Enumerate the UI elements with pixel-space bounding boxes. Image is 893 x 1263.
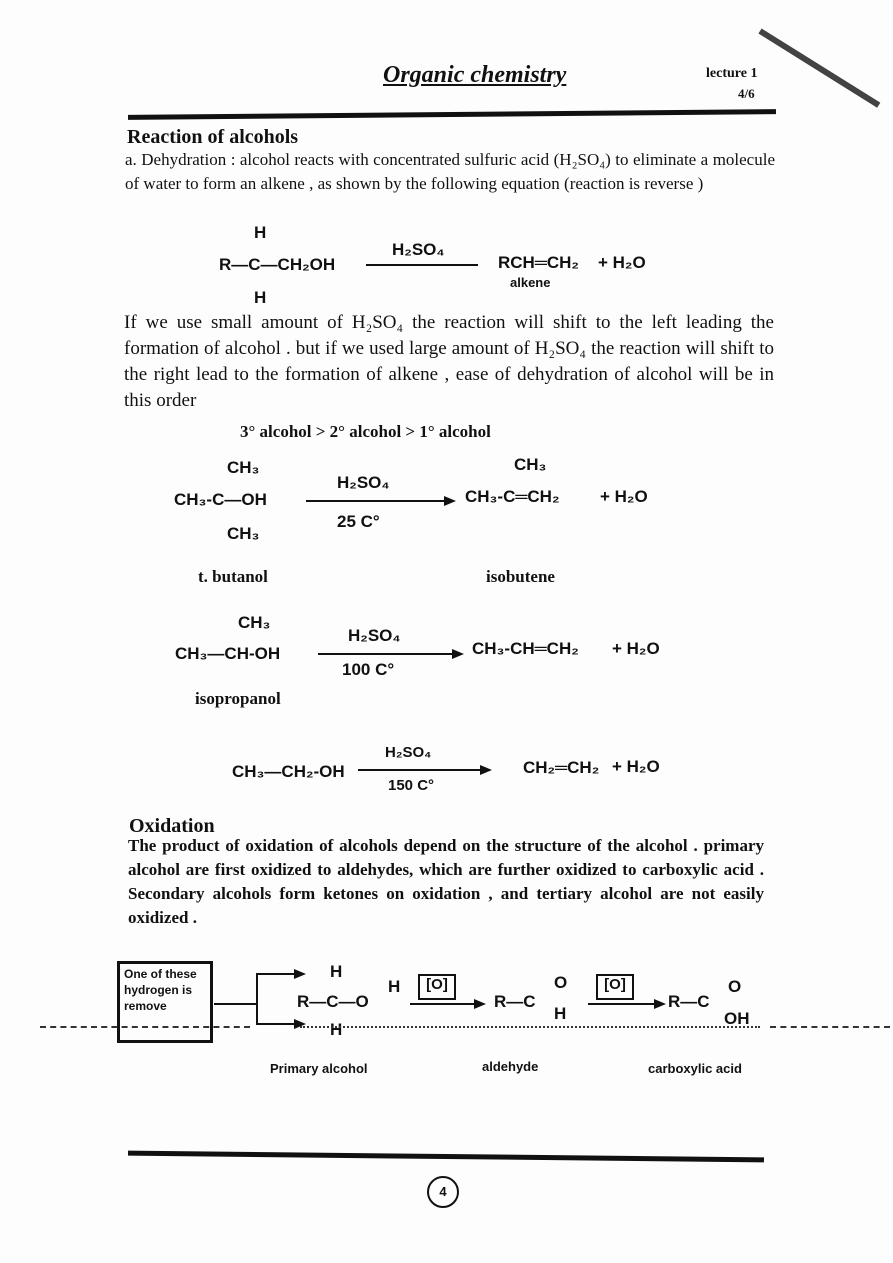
eq2-arrowhead: [444, 496, 456, 506]
page-number: 4: [427, 1176, 459, 1208]
primary-h-bottom: H: [330, 1020, 343, 1039]
eq1-water: + H₂O: [598, 253, 646, 272]
primary-alcohol: R—C—O: [297, 992, 369, 1011]
acid-o: O: [728, 977, 742, 996]
ox-arrow-2-head: [654, 999, 666, 1009]
oxidation-paragraph: The product of oxidation of alcohols depend on the structure of the alcohol . primary alcohol are first oxidized to aldehydes, which are further oxidized to carboxylic acid . Secondary alcohols form ketones on oxidation , and tertiary alcohol are not easily oxidized .: [128, 836, 764, 927]
eq2-product: CH₃-C═CH₂: [465, 487, 560, 506]
oxidant-box-2: [O]: [596, 974, 634, 1000]
ox-arrow-1-head: [474, 999, 486, 1009]
eq3-arrowhead: [452, 649, 464, 659]
eq3-reactant-name: isopropanol: [195, 689, 281, 708]
label-carboxylic-acid: carboxylic acid: [648, 1061, 742, 1076]
eq2-product-name: isobutene: [486, 567, 555, 586]
eq2-bottom-ch3: CH₃: [227, 524, 260, 543]
eq1-h-bottom: H: [254, 288, 267, 307]
note-connector: [214, 1003, 258, 1005]
primary-h-top: H: [330, 962, 343, 981]
scan-dash-right: [770, 1026, 890, 1028]
eq2-top-ch3: CH₃: [227, 458, 260, 477]
eq3-arrow: [318, 653, 454, 655]
eq3-water: + H₂O: [612, 639, 660, 658]
page-fraction: 4/6: [738, 86, 755, 101]
bracket-vertical: [256, 973, 258, 1025]
aldehyde: R—C: [494, 992, 536, 1011]
eq4-condition: 150 C°: [388, 777, 435, 794]
eq1-reactant: R—C—CH₂OH: [219, 255, 336, 274]
eq2-arrow: [306, 500, 446, 502]
label-primary-alcohol: Primary alcohol: [270, 1061, 368, 1076]
eq3-condition: 100 C°: [342, 660, 395, 679]
hydrogen-note-box: One of these hydrogen is remove: [117, 961, 213, 1043]
eq3-top-ch3: CH₃: [238, 613, 271, 632]
eq1-h-top: H: [254, 223, 267, 242]
eq3-reagent: H₂SO₄: [348, 626, 401, 645]
bracket-bottom: [256, 1023, 296, 1025]
eq3-product: CH₃-CH═CH₂: [472, 639, 579, 658]
eq2-product-top: CH₃: [514, 455, 547, 474]
eq2-reactant: CH₃-C—OH: [174, 490, 267, 509]
ox-arrow-1: [410, 1003, 476, 1005]
acid-oh: OH: [724, 1009, 750, 1028]
lecture-label: lecture 1: [706, 66, 758, 81]
dehydration-order: 3° alcohol > 2° alcohol > 1° alcohol: [240, 422, 491, 441]
bracket-top: [256, 973, 296, 975]
eq4-arrow: [358, 769, 482, 771]
eq4-water: + H₂O: [612, 757, 660, 776]
scan-dash-middle: [300, 1026, 760, 1028]
section-heading-reactions: Reaction of alcohols: [127, 126, 299, 148]
ox-arrow-2: [588, 1003, 656, 1005]
aldehyde-o: O: [554, 973, 568, 992]
eq1-product: RCH═CH₂: [498, 253, 579, 272]
eq4-arrowhead: [480, 765, 492, 775]
eq2-water: + H₂O: [600, 487, 648, 506]
eq1-product-label: alkene: [510, 275, 551, 290]
eq1-arrow: [366, 264, 478, 266]
eq4-reactant: CH₃—CH₂-OH: [232, 762, 345, 781]
section-heading-oxidation: Oxidation: [129, 815, 215, 837]
carboxylic-acid: R—C: [668, 992, 710, 1011]
dehydration-intro: a. Dehydration : alcohol reacts with concentrated sulfuric acid (H₂SO₄) to eliminate a molecule of water to form an alkene , as shown by the following equation (reaction is reverse ): [125, 150, 775, 193]
aldehyde-h: H: [554, 1004, 567, 1023]
primary-h-right: H: [388, 977, 401, 996]
shift-paragraph: If we use small amount of H₂SO₄ the reaction will shift to the left leading the formation of alcohol . but if we used large amount of H₂SO₄ the reaction will shift to the right lead to the formation of alkene , ease of dehydration of alcohol will be in this order: [124, 312, 774, 411]
eq2-condition: 25 C°: [337, 512, 380, 531]
eq2-reactant-name: t. butanol: [198, 567, 268, 586]
oxidant-box-1: [O]: [418, 974, 456, 1000]
page-title: Organic chemistry: [383, 62, 567, 88]
bracket-top-arrowhead: [294, 969, 306, 979]
eq4-product: CH₂═CH₂: [523, 758, 600, 777]
eq3-reactant: CH₃—CH-OH: [175, 644, 281, 663]
eq4-reagent: H₂SO₄: [385, 744, 432, 761]
scan-dash-left: [40, 1026, 250, 1028]
eq1-reagent: H₂SO₄: [392, 240, 445, 259]
label-aldehyde: aldehyde: [482, 1059, 539, 1074]
eq2-reagent: H₂SO₄: [337, 473, 390, 492]
